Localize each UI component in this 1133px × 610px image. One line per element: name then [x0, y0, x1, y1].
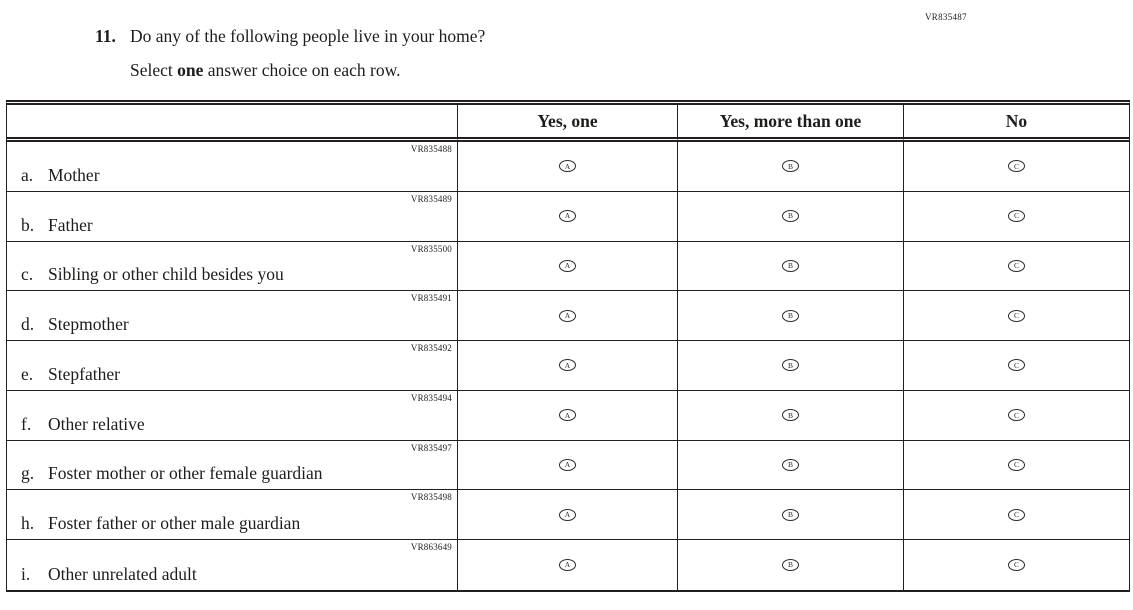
answer-bubble-c[interactable]: C [1008, 310, 1025, 322]
row-label [7, 414, 457, 440]
answer-bubble-b[interactable]: B [782, 359, 799, 371]
answer-cell-c[interactable] [904, 540, 1129, 590]
answer-bubble-a[interactable]: A [559, 310, 576, 322]
row-label [7, 264, 457, 290]
answer-bubble-c[interactable]: C [1008, 359, 1025, 371]
row-code: VR835494 [410, 392, 452, 403]
answer-bubble-c[interactable]: C [1008, 210, 1025, 222]
answer-cell-c[interactable] [904, 242, 1129, 292]
answer-cell-a[interactable] [458, 391, 678, 441]
answer-bubble-b[interactable]: B [782, 260, 799, 272]
answer-cell-b[interactable] [678, 441, 904, 491]
answer-cell-c[interactable] [904, 192, 1129, 242]
answer-cell-a[interactable] [458, 540, 678, 590]
answer-bubble-a[interactable]: A [559, 260, 576, 272]
answer-cell-b[interactable] [678, 540, 904, 590]
row-code: VR863649 [410, 542, 452, 553]
row-label-text: Other relative [48, 413, 145, 434]
answer-bubble-b[interactable]: B [782, 160, 799, 172]
answer-bubble-b[interactable]: B [782, 509, 799, 521]
row-letter: a. [21, 164, 34, 185]
answer-cell-c[interactable] [904, 341, 1129, 391]
row-letter: e. [21, 363, 34, 384]
row-label-text: Stepfather [48, 363, 120, 384]
column-header-yes-more-than-one: Yes, more than one [678, 105, 904, 142]
row-label [7, 564, 457, 590]
row-label-cell [7, 192, 458, 242]
row-label-text: Foster father or other male guardian [48, 513, 301, 534]
column-header-blank [7, 105, 458, 142]
answer-cell-c[interactable] [904, 291, 1129, 341]
row-label-cell [7, 490, 458, 540]
answer-bubble-a[interactable]: A [559, 409, 576, 421]
row-letter: c. [21, 264, 34, 285]
answer-cell-b[interactable] [678, 490, 904, 540]
row-code: VR835492 [410, 343, 452, 354]
row-code: VR835498 [410, 492, 452, 503]
answer-cell-b[interactable] [678, 291, 904, 341]
row-label-text: Sibling or other child besides you [48, 264, 284, 285]
answer-cell-b[interactable] [678, 192, 904, 242]
answer-bubble-a[interactable]: A [559, 509, 576, 521]
answer-bubble-a[interactable]: A [559, 459, 576, 471]
row-letter: d. [21, 314, 35, 335]
row-label-cell [7, 540, 458, 590]
row-label-cell [7, 391, 458, 441]
row-label [7, 513, 457, 539]
answer-bubble-c[interactable]: C [1008, 559, 1025, 571]
answer-cell-b[interactable] [678, 242, 904, 292]
row-label-text: Stepmother [48, 314, 129, 335]
answer-bubble-a[interactable]: A [559, 359, 576, 371]
answer-bubble-c[interactable]: C [1008, 459, 1025, 471]
row-label-cell [7, 242, 458, 292]
row-code: VR835488 [410, 144, 452, 154]
answer-bubble-b[interactable]: B [782, 459, 799, 471]
answer-cell-c[interactable] [904, 441, 1129, 491]
row-letter: i. [21, 564, 31, 584]
answer-cell-a[interactable] [458, 341, 678, 391]
row-label-text: Other unrelated adult [48, 564, 197, 584]
answer-bubble-b[interactable]: B [782, 310, 799, 322]
instruction-pre: Select [130, 60, 178, 80]
row-label-cell [7, 291, 458, 341]
row-label-cell [7, 142, 458, 192]
column-header-no: No [904, 105, 1129, 142]
row-code: VR835500 [410, 243, 452, 254]
answer-bubble-a[interactable]: A [559, 559, 576, 571]
answer-cell-b[interactable] [678, 142, 904, 192]
question-number: 11. [95, 26, 116, 46]
answer-bubble-a[interactable]: A [559, 210, 576, 222]
answer-cell-a[interactable] [458, 142, 678, 192]
row-letter: b. [21, 214, 35, 235]
row-label [7, 463, 457, 489]
row-label-text: Foster mother or other female guardian [48, 463, 323, 484]
answer-bubble-b[interactable]: B [782, 210, 799, 222]
answer-cell-a[interactable] [458, 291, 678, 341]
instruction-bold: one [177, 60, 204, 80]
row-label-cell [7, 341, 458, 391]
row-label [7, 314, 457, 340]
answer-bubble-b[interactable]: B [782, 559, 799, 571]
answer-cell-a[interactable] [458, 192, 678, 242]
answer-table [6, 100, 1130, 592]
row-letter: h. [21, 513, 35, 534]
answer-bubble-c[interactable]: C [1008, 260, 1025, 272]
row-label [7, 165, 457, 191]
row-label-text: Mother [48, 164, 100, 185]
column-header-yes-one: Yes, one [458, 105, 678, 142]
row-letter: g. [21, 463, 35, 484]
answer-cell-a[interactable] [458, 490, 678, 540]
row-label-text: Father [48, 214, 93, 235]
answer-bubble-c[interactable]: C [1008, 160, 1025, 172]
answer-cell-b[interactable] [678, 391, 904, 441]
question-instruction [130, 60, 401, 81]
page-code: VR835487 [925, 12, 967, 22]
row-label-cell [7, 441, 458, 491]
row-code: VR835491 [410, 293, 452, 304]
answer-bubble-b[interactable]: B [782, 409, 799, 421]
answer-bubble-c[interactable]: C [1008, 509, 1025, 521]
answer-cell-b[interactable] [678, 341, 904, 391]
answer-cell-a[interactable] [458, 441, 678, 491]
row-code: VR835497 [410, 442, 452, 453]
answer-cell-c[interactable] [904, 142, 1129, 192]
row-code: VR835489 [410, 193, 452, 204]
row-label [7, 215, 457, 241]
row-letter: f. [21, 413, 32, 434]
answer-bubble-a[interactable]: A [559, 160, 576, 172]
answer-cell-c[interactable] [904, 490, 1129, 540]
question-text: Do any of the following people live in your home? [130, 26, 486, 46]
row-label [7, 364, 457, 390]
answer-cell-c[interactable] [904, 391, 1129, 441]
answer-bubble-c[interactable]: C [1008, 409, 1025, 421]
answer-cell-a[interactable] [458, 242, 678, 292]
instruction-post: answer choice on each row. [203, 60, 401, 80]
